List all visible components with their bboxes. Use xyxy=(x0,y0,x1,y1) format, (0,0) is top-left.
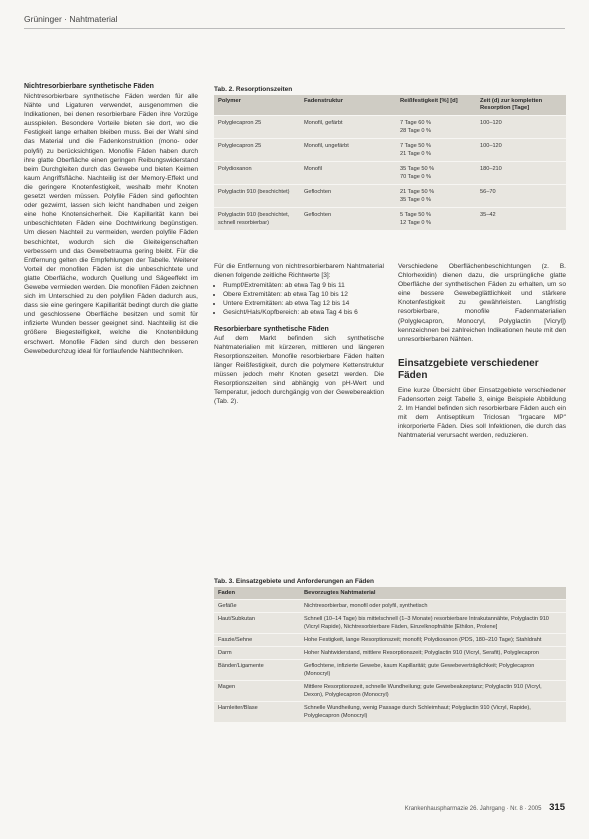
middle-body-text: Auf dem Markt befinden sich synthetische Nahtmaterialien mit kürzeren, mittleren und längeren Resorptionszeiten. Monofile resorbierbare Fäden halten länger Reißfestigkeit, durch die polymere Kettenstruktur müssen jedoch mehr Knoten gesetzt werden. Die Resorptionszeiten sind abhängig von pH-Wert und Temperatur, jedoch durchgängig von der Gewebereaktion (Tab. 2). xyxy=(214,334,384,406)
table-applications xyxy=(214,587,566,722)
table-row xyxy=(214,162,566,185)
right-body-text-1: Verschiedene Oberflächenbeschichtungen (z. B. Chlorhexidin) dienen dazu, die ursprüngliche glatte Oberfläche der synthetischen Fäden zu erhalten, um so eine bessere Gewebeglättlichkeit und stärkere Knotenfestigkeit zu gewährleisten. Langfristig resorbierbare, monofile Fadenmaterialien (Polyglecapron, Monocryl, Polyglactin [Vicryl]) kennzeichnen bei zahlreichen Indikationen heute mit den unresorbierbaren Nähten. xyxy=(398,263,566,343)
right-body-text-2: Eine kurze Übersicht über Einsatzgebiete verschiedener Fadensorten zeigt Tabelle 3, einige Beispiele Abbildung 2. Im Handel befinden sich resorbierbare Fäden auch ein mit dem Antiseptikum Triclosan "Irgacare MP" inkorporierte Fäden. Dies soll Infektionen, die durch das Nahtmaterial verursacht werden, reduzieren. xyxy=(398,386,566,440)
table2-cell: 7 Tage 60 % 28 Tage 0 % xyxy=(396,116,476,139)
section-heading: Einsatzgebiete verschiedener Fäden xyxy=(398,357,539,381)
table3-cell: Schnell (10–14 Tage) bis mittelschnell (1–3 Monate) resorbierbare Intrakutannähte, Polyglactin 910 (Vicryl Rapide), Nichtresorbierbare Fäden, Einzelknopfnähte [Ethilon, Prolene] xyxy=(300,613,566,634)
left-heading: Nichtresorbierbare synthetische Fäden xyxy=(24,83,154,90)
list-item: • Gesicht/Hals/Kopfbereich: ab etwa Tag 4 bis 6 xyxy=(223,308,384,317)
table3-cell: Bänder/Ligamente xyxy=(214,660,300,681)
table3-cell: Faszie/Sehne xyxy=(214,634,300,647)
table3-cell: Magen xyxy=(214,681,300,702)
header-divider xyxy=(24,28,565,29)
table2-cell: Polyglactin 910 (beschichtet, schnell resorbierbar) xyxy=(214,208,300,231)
table2-cell: Monofil, gefärbt xyxy=(300,116,396,139)
removal-list xyxy=(214,281,384,317)
table2-header-strength: Reißfestigkeit [%] [d] xyxy=(396,95,476,116)
table3-caption: Tab. 3. Einsatzgebiete und Anforderungen an Fäden xyxy=(214,578,374,585)
table2-cell: 56–70 xyxy=(476,185,566,208)
table-row xyxy=(214,613,566,634)
table-row xyxy=(214,702,566,723)
table2-cell: Polyglecapron 25 xyxy=(214,139,300,162)
table2-cell: 100–120 xyxy=(476,116,566,139)
table3-cell: Schnelle Wundheilung, wenig Passage durch Schleimhaut; Polyglactin 910 (Vicryl, Rapide), Polyglecapron (Monocryl) xyxy=(300,702,566,723)
table2-header-row xyxy=(214,95,566,116)
removal-intro: Für die Entfernung von nichtresorbierbarem Nahtmaterial dienen folgende zeitliche Richtwerte [3]: xyxy=(214,263,384,280)
table2-caption: Tab. 2. Resorptionszeiten xyxy=(214,86,293,93)
list-item: • Untere Extremitäten: ab etwa Tag 12 bis 14 xyxy=(223,299,384,308)
middle-column xyxy=(214,262,384,406)
table2-header-polymer: Polymer xyxy=(214,95,300,116)
table2-cell: Geflochten xyxy=(300,208,396,231)
table3-header-thread: Faden xyxy=(214,587,300,600)
table3-cell: Mittlere Resorptionszeit, schnelle Wundheilung; gute Gewebeakzeptanz; Polyglactin 910 (Vicryl, Dexon), Polyglecapron (Monocryl) xyxy=(300,681,566,702)
table-row xyxy=(214,660,566,681)
table3-cell: Nichtresorbierbar, monofil oder polyfil, synthetisch xyxy=(300,600,566,613)
left-column xyxy=(24,82,198,356)
table3-header-material: Bevorzugtes Nahtmaterial xyxy=(300,587,566,600)
table2-header-resorption: Zeit (d) zur kompletten Resorption [Tage] xyxy=(476,95,566,116)
table-resorption-times xyxy=(214,95,566,230)
table3-cell: Haut/Subkutan xyxy=(214,613,300,634)
table3-cell: Hohe Festigkeit, lange Resorptionszeit; monofil; Polydioxanon (PDS, 180–210 Tage); Stahldraht xyxy=(300,634,566,647)
list-item: • Rumpf/Extremitäten: ab etwa Tag 9 bis 11 xyxy=(223,281,384,290)
running-header: Grüninger · Nahtmaterial xyxy=(24,14,118,24)
table2-cell: Monofil xyxy=(300,162,396,185)
table2-cell: 7 Tage 50 % 21 Tage 0 % xyxy=(396,139,476,162)
table3-cell: Hoher Nahtwiderstand, mittlere Resorptionszeit; Polyglactin 910 (Vicryl, Serafit), Polyglecapron xyxy=(300,647,566,660)
journal-info: Krankenhauspharmazie 26. Jahrgang · Nr. 8 · 2005 xyxy=(404,806,542,812)
table-row xyxy=(214,208,566,231)
middle-subheading: Resorbierbare synthetische Fäden xyxy=(214,325,329,333)
table2-cell: Polydioxanon xyxy=(214,162,300,185)
table2-cell: 21 Tage 50 % 35 Tage 0 % xyxy=(396,185,476,208)
table-row xyxy=(214,116,566,139)
table3-header-row xyxy=(214,587,566,600)
table2-cell: Polyglecapron 25 xyxy=(214,116,300,139)
table2-header-structure: Fadenstruktur xyxy=(300,95,396,116)
table2-cell: 180–210 xyxy=(476,162,566,185)
table3-cell: Darm xyxy=(214,647,300,660)
table-row xyxy=(214,647,566,660)
list-item: • Obere Extremitäten: ab etwa Tag 10 bis 12 xyxy=(223,290,384,299)
table3-cell: Harnleiter/Blase xyxy=(214,702,300,723)
page-footer xyxy=(405,802,565,813)
table2-cell: Monofil, ungefärbt xyxy=(300,139,396,162)
table2-body xyxy=(214,116,566,231)
table-row xyxy=(214,185,566,208)
table-row xyxy=(214,634,566,647)
table-row xyxy=(214,600,566,613)
table3-body xyxy=(214,600,566,723)
table3-cell: Gefäße xyxy=(214,600,300,613)
page-number: 315 xyxy=(549,802,565,813)
right-column xyxy=(398,262,566,440)
left-body-text: Nichtresorbierbare synthetische Fäden werden für alle Nähte und Ligaturen verwendet, ausgenommen die Indikationen, bei denen resorbierbare Fäden ihre Vorzüge ausspielen. Besondere Vorteile bieten sie dort, wo die Festigkeit lange erhalten bleiben muss. Bei der Wahl sind das Material und die Fadenkonstruktion (mono- oder polyfil) zu berücksichtigen. Monofile Fäden haben durch ihre glatte Oberfläche einen geringen Reibungswiderstand beim Durchgleiten durch das Gewebe und bieten Keimen kaum Angriffsfläche. Nachteilig ist der Memory-Effekt und die geringere Knotenfestigkeit, weshalb mehr Knoten gesetzt werden müssen. Polyfile Fäden sind geflochten oder gezwirnt, lassen sich leicht handhaben und zeigen eine hohe Knotensicherheit. Die Kapillarität kann bei unbeschichteten Fäden eine Dochtwirkung begünstigen. Um diesen Nachteil zu vermeiden, werden polyfile Fäden beschichtet, wodurch sich die Gleiteigenschaften verbessern und das Gewebetrauma gering bleibt. Für die Entfernung gelten die Empfehlungen der Tabelle. Weiterer Vorteil der monofilen Fäden ist die unbeschichtete und glatte Oberfläche, wodurch Quellung und Sägeeffekt im Gewebe vermieden werden. Die monofilen Fäden zeichnen sich im Unterschied zu den polyfilen Fäden dadurch aus, dass sie eine geringere Kapillarität bedingt durch die glatte und geschlossene Oberfläche besitzen und somit für infizierte Wunden besser geeignet sind. Nachteilig ist die größere Biegesteifigkeit, welche die Knotenbildung erschwert. Monofile Fäden sind durch den besseren Gewebedurchzug ideal für fortlaufende Nahttechniken. xyxy=(24,93,198,355)
table2-cell: Geflochten xyxy=(300,185,396,208)
table2-cell: Polyglactin 910 (beschichtet) xyxy=(214,185,300,208)
table2-cell: 35 Tage 50 % 70 Tage 0 % xyxy=(396,162,476,185)
table2-cell: 35–42 xyxy=(476,208,566,231)
table-row xyxy=(214,681,566,702)
table2-cell: 100–120 xyxy=(476,139,566,162)
table-row xyxy=(214,139,566,162)
table2-cell: 5 Tage 50 % 12 Tage 0 % xyxy=(396,208,476,231)
table3-cell: Geflochtene, infizierte Gewebe, kaum Kapillarität; gute Gewebeverträglichkeit; Polyglecapron (Monocryl) xyxy=(300,660,566,681)
